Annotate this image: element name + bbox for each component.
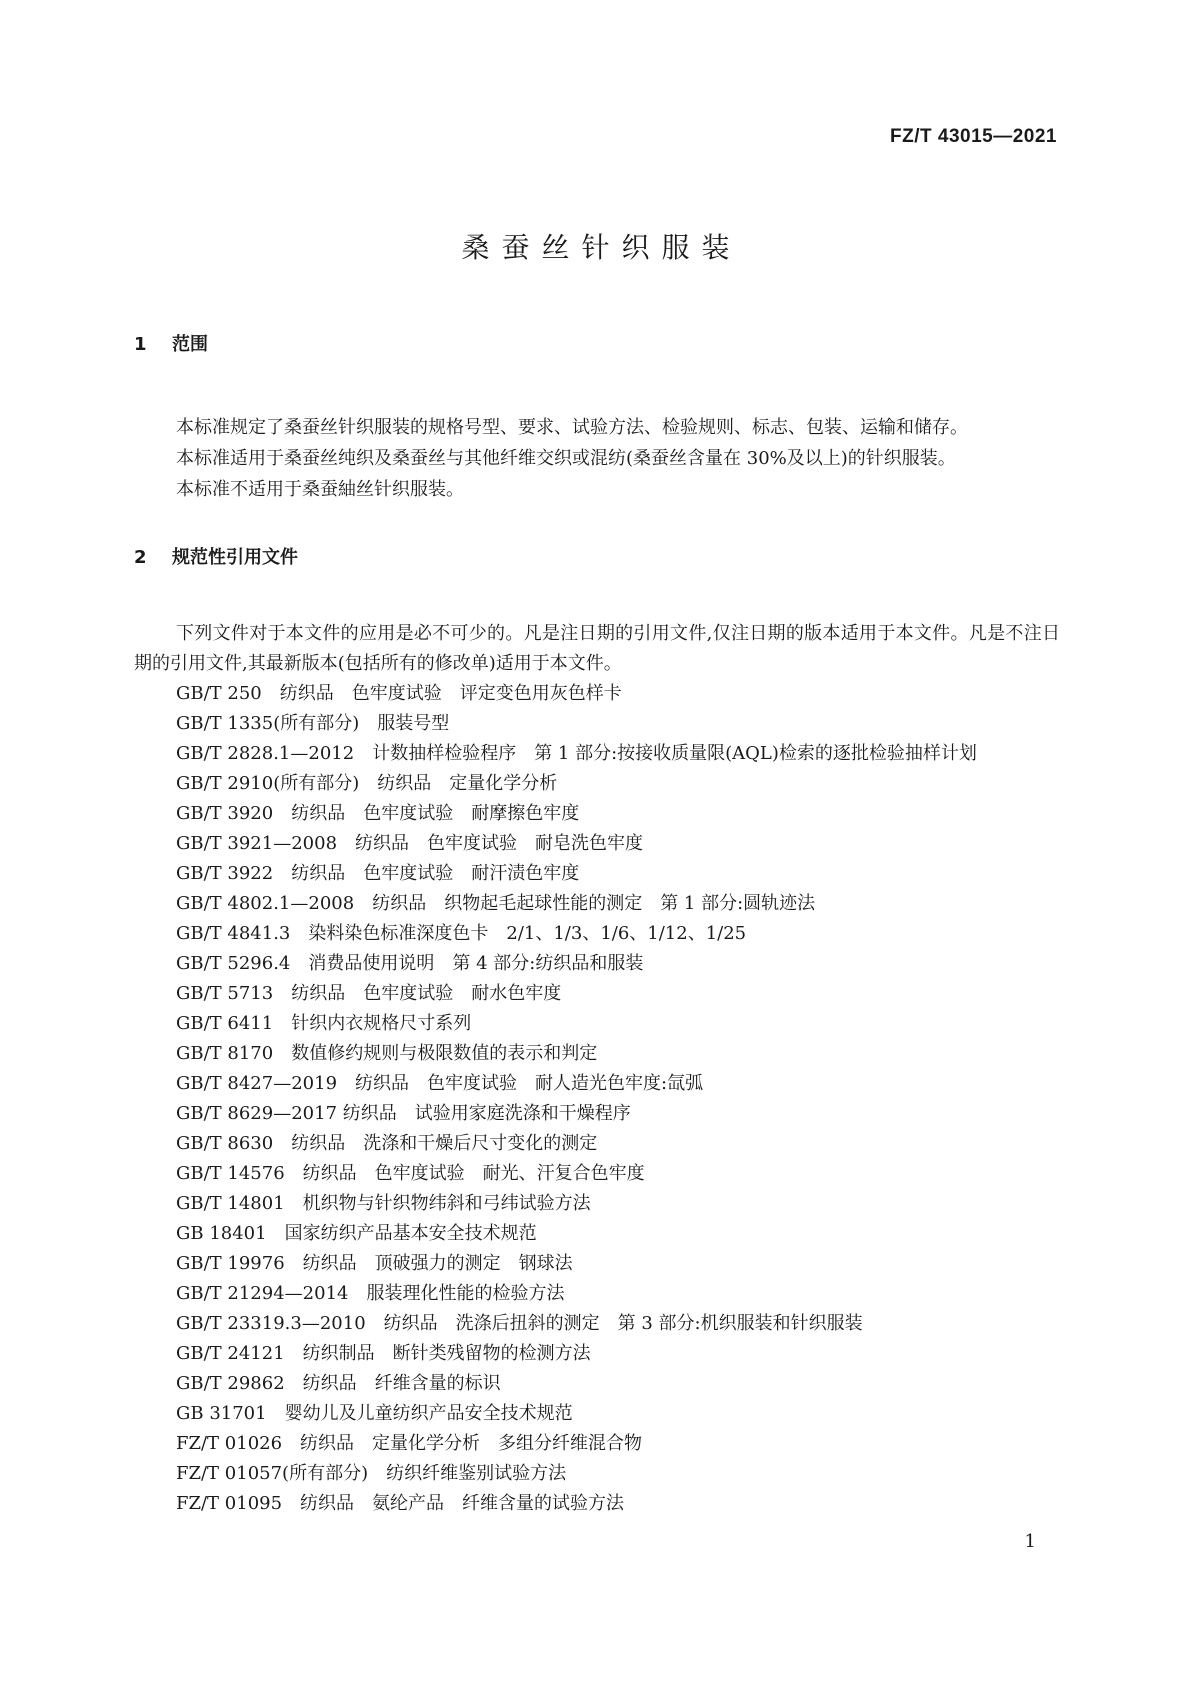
reference-item: GB/T 8170 数值修约规则与极限数值的表示和判定 bbox=[176, 1043, 598, 1064]
reference-item: FZ/T 01095 纺织品 氨纶产品 纤维含量的试验方法 bbox=[176, 1493, 625, 1514]
document-body bbox=[134, 330, 1060, 1519]
reference-item: FZ/T 01057(所有部分) 纺织纤维鉴别试验方法 bbox=[176, 1463, 567, 1484]
section-2-heading bbox=[134, 543, 1060, 573]
page-number: 1 bbox=[1024, 1531, 1036, 1552]
reference-item: GB/T 3920 纺织品 色牢度试验 耐摩擦色牢度 bbox=[176, 803, 580, 824]
reference-item: GB/T 4841.3 染料染色标准深度色卡 2/1、1/3、1/6、1/12、1/25 bbox=[176, 923, 747, 944]
section-2-title: 规范性引用文件 bbox=[172, 547, 298, 568]
section-1-number: 1 bbox=[134, 334, 147, 355]
reference-item: GB/T 8629—2017 纺织品 试验用家庭洗涤和干燥程序 bbox=[176, 1103, 631, 1124]
document-title: 桑蚕丝针织服装 bbox=[461, 231, 742, 264]
standard-number: FZ/T 43015—2021 bbox=[890, 126, 1057, 147]
reference-item: GB/T 2828.1—2012 计数抽样检验程序 第 1 部分:按接收质量限(AQL)检索的逐批检验抽样计划 bbox=[176, 743, 977, 764]
reference-item: GB/T 14801 机织物与针织物纬斜和弓纬试验方法 bbox=[176, 1193, 591, 1214]
reference-item: GB/T 1335(所有部分) 服装号型 bbox=[176, 713, 450, 734]
reference-item: GB/T 3922 纺织品 色牢度试验 耐汗渍色牢度 bbox=[176, 863, 580, 884]
reference-item: GB/T 19976 纺织品 顶破强力的测定 钢球法 bbox=[176, 1253, 573, 1274]
reference-item: GB/T 2910(所有部分) 纺织品 定量化学分析 bbox=[176, 773, 558, 794]
reference-item: GB/T 21294—2014 服装理化性能的检验方法 bbox=[176, 1283, 565, 1304]
reference-item: GB/T 5296.4 消费品使用说明 第 4 部分:纺织品和服装 bbox=[176, 953, 644, 974]
scope-paragraph: 本标准规定了桑蚕丝针织服装的规格号型、要求、试验方法、检验规则、标志、包装、运输和储存。 bbox=[176, 417, 968, 438]
section-1-title: 范围 bbox=[172, 334, 208, 355]
reference-item: GB/T 8630 纺织品 洗涤和干燥后尺寸变化的测定 bbox=[176, 1133, 598, 1154]
reference-item: GB/T 250 纺织品 色牢度试验 评定变色用灰色样卡 bbox=[176, 683, 622, 704]
reference-item: FZ/T 01026 纺织品 定量化学分析 多组分纤维混合物 bbox=[176, 1433, 643, 1454]
section-1-heading bbox=[134, 330, 1060, 360]
reference-item: GB 31701 婴幼儿及儿童纺织产品安全技术规范 bbox=[176, 1403, 573, 1424]
section-2-number: 2 bbox=[134, 547, 147, 568]
reference-item: GB/T 5713 纺织品 色牢度试验 耐水色牢度 bbox=[176, 983, 562, 1004]
reference-item: GB/T 14576 纺织品 色牢度试验 耐光、汗复合色牢度 bbox=[176, 1163, 645, 1184]
scope-paragraphs bbox=[134, 412, 1060, 505]
references-intro: 下列文件对于本文件的应用是必不可少的。凡是注日期的引用文件,仅注日期的版本适用于本文件。凡是不注日期的引用文件,其最新版本(包括所有的修改单)适用于本文件。 bbox=[134, 623, 1060, 674]
scope-paragraph: 本标准不适用于桑蚕紬丝针织服装。 bbox=[176, 479, 464, 500]
reference-item: GB/T 8427—2019 纺织品 色牢度试验 耐人造光色牢度:氙弧 bbox=[176, 1073, 704, 1094]
scope-paragraph: 本标准适用于桑蚕丝纯织及桑蚕丝与其他纤维交织或混纺(桑蚕丝含量在 30%及以上)的针织服装。 bbox=[176, 448, 956, 469]
reference-item: GB/T 23319.3—2010 纺织品 洗涤后扭斜的测定 第 3 部分:机织服装和针织服装 bbox=[176, 1313, 863, 1334]
reference-item: GB/T 3921—2008 纺织品 色牢度试验 耐皂洗色牢度 bbox=[176, 833, 644, 854]
reference-item: GB/T 6411 针织内衣规格尺寸系列 bbox=[176, 1013, 472, 1034]
reference-item: GB/T 4802.1—2008 纺织品 织物起毛起球性能的测定 第 1 部分:圆轨迹法 bbox=[176, 893, 816, 914]
reference-item: GB 18401 国家纺织产品基本安全技术规范 bbox=[176, 1223, 537, 1244]
reference-item: GB/T 29862 纺织品 纤维含量的标识 bbox=[176, 1373, 501, 1394]
normative-references bbox=[134, 619, 1060, 1519]
reference-item: GB/T 24121 纺织制品 断针类残留物的检测方法 bbox=[176, 1343, 591, 1364]
